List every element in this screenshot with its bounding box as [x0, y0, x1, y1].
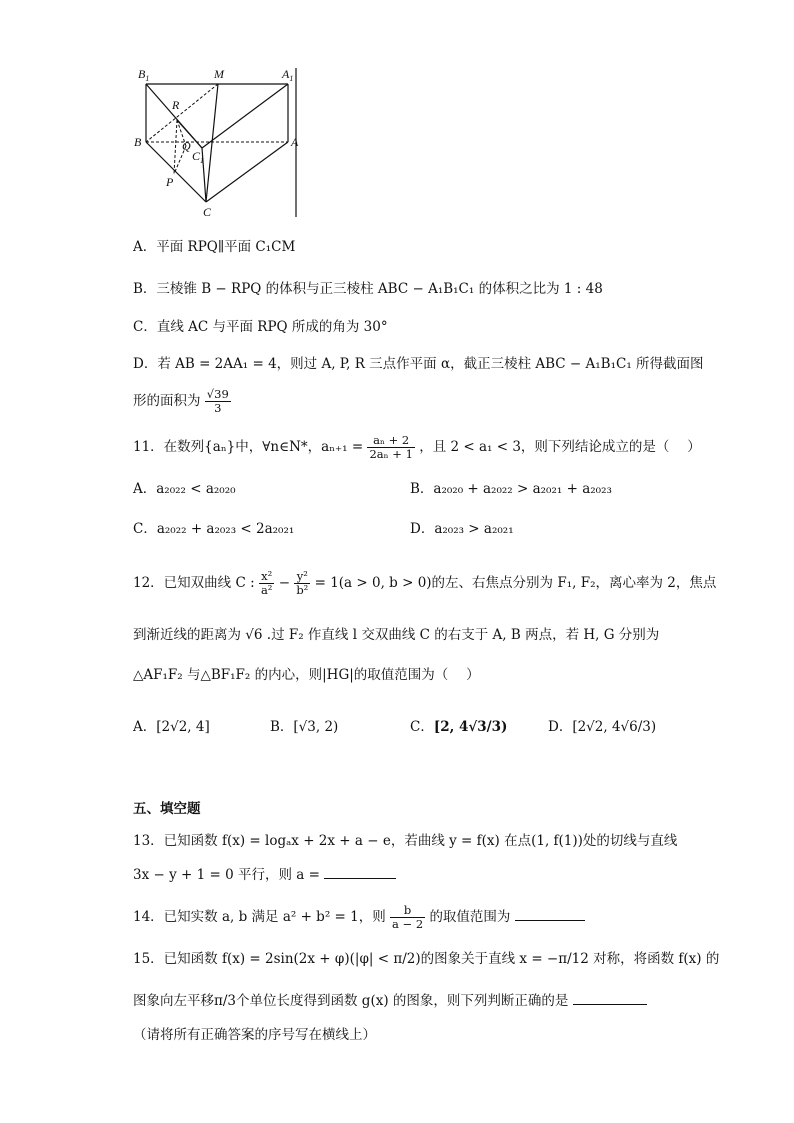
q14-pre: 14．已知实数 a, b 满足 a² + b² = 1，则	[133, 909, 386, 925]
q12-minus: −	[278, 575, 291, 591]
q12-post: = 1(a > 0, b > 0)的左、右焦点分别为 F₁, F₂，离心率为 2，焦点	[314, 575, 717, 591]
label-c: C	[203, 205, 212, 219]
label-c1: $C_1$	[192, 149, 205, 165]
label-m: M	[214, 67, 224, 81]
dashed-m-b	[146, 84, 218, 142]
q12-x2: x²	[259, 570, 274, 584]
label-a: A	[291, 135, 299, 149]
q13-line2	[133, 866, 396, 884]
q15-l2-post: 个单位长度得到函数 g(x) 的图象，则下列判断正确的是	[236, 993, 569, 1009]
q12-frac-x	[259, 570, 274, 597]
prism-figure	[130, 62, 310, 222]
q15-line2	[133, 992, 647, 1010]
q12-option-d: D．[2√2, 4√6/3)	[548, 719, 657, 735]
q10-d-numerator: √39	[206, 387, 229, 401]
q11-option-a: A．a₂₀₂₂ < a₂₀₂₀	[133, 481, 236, 497]
q14-post: 的取值范围为	[429, 909, 511, 925]
q12-b2: b²	[296, 583, 309, 597]
q12-line2: 到渐近线的距离为 √6 .过 F₂ 作直线 l 交双曲线 C 的右支于 A, B 两点，若 H, G 分别为	[133, 627, 660, 643]
label-b1: $B_1$	[138, 67, 150, 83]
q11-numerator: aₙ + 2	[367, 434, 414, 448]
edge-a-c	[206, 142, 288, 202]
q11-option-b: B．a₂₀₂₀ + a₂₀₂₂ > a₂₀₂₁ + a₂₀₂₃	[410, 481, 612, 497]
q12-option-c	[410, 718, 507, 736]
q10-d-fraction	[205, 388, 231, 415]
q14-line	[133, 904, 585, 931]
q10-option-d-line2	[133, 388, 231, 415]
q12-pre: 12．已知双曲线 C :	[133, 575, 255, 591]
q15-answer-blank[interactable]	[573, 992, 647, 1005]
q12-line3: △AF₁F₂ 与△BF₁F₂ 的内心，则|HG|的取值范围为（ ）	[133, 667, 480, 683]
q14-answer-blank[interactable]	[515, 908, 585, 921]
q11-option-d: D．a₂₀₂₃ > a₂₀₂₁	[410, 521, 514, 537]
q12-option-a: A．[2√2, 4]	[133, 719, 210, 735]
q12-c-value: [2, 4√3/3)	[433, 719, 508, 735]
q14-fraction	[390, 904, 425, 931]
q10-option-c: C．直线 AC 与平面 RPQ 所成的角为 30°	[133, 319, 388, 335]
q10-d-denominator: 3	[214, 401, 222, 415]
q13-line1: 13．已知函数 f(x) = logₐx + 2x + a − e，若曲线 y = f(x) 在点(1, f(1))处的切线与直线	[133, 833, 678, 849]
q14-numerator: b	[390, 904, 425, 918]
q10-d-text: 形的面积为	[133, 393, 201, 409]
q15-l2-frac: π/3	[214, 993, 237, 1009]
q10-option-d-line1: D．若 AB = 2AA₁ = 4，则过 A, P, R 三点作平面 α，截正三棱柱 ABC − A₁B₁C₁ 所得截面图	[133, 356, 704, 372]
q15-line1	[133, 950, 719, 968]
q12-frac-y	[294, 570, 310, 597]
q15-post: 的图象关于直线 x = −π/12 对称，将函数 f(x) 的	[420, 951, 720, 967]
q12-a2: a²	[260, 583, 273, 597]
q15-line3: （请将所有正确答案的序号写在横线上）	[133, 1027, 376, 1043]
q10-option-b: B．三棱锥 B − RPQ 的体积与正三棱柱 ABC − A₁B₁C₁ 的体积之比为 1 : 48	[133, 281, 603, 297]
q12-line1	[133, 570, 716, 597]
q11-stem-post: ，且 2 < a₁ < 3，则下列结论成立的是（ ）	[419, 439, 701, 455]
q11-denominator: 2aₙ + 1	[369, 447, 413, 461]
q12-c-label: C．	[410, 719, 434, 735]
label-a1: $A_1$	[282, 67, 294, 83]
q13-text: 3x − y + 1 = 0 平行，则 a =	[133, 867, 320, 883]
dashed-r-p	[174, 120, 177, 174]
q14-denominator: a − 2	[392, 917, 424, 931]
q11-option-c: C．a₂₀₂₂ + a₂₀₂₃ < 2a₂₀₂₁	[133, 521, 295, 537]
label-b: B	[134, 135, 142, 149]
q10-option-a: A．平面 RPQ∥平面 C₁CM	[133, 239, 296, 255]
q15-condition: (|φ| < π/2)	[349, 951, 421, 967]
q13-answer-blank[interactable]	[324, 866, 396, 879]
section-title: 五、填空题	[133, 801, 201, 817]
label-q: Q	[182, 139, 191, 153]
q12-y2: y²	[294, 570, 310, 584]
q15-l2-pre: 图象向左平移	[133, 993, 214, 1009]
q11-stem-pre: 11．在数列{aₙ}中，∀n∈N*，aₙ₊₁ =	[133, 439, 364, 455]
q15-pre: 15．已知函数 f(x) = 2sin(2x + φ)	[133, 951, 350, 967]
q12-option-b: B．[√3, 2)	[270, 719, 339, 735]
label-r: R	[172, 98, 180, 112]
label-p: P	[166, 175, 174, 189]
q11-fraction	[367, 434, 414, 461]
q11-stem	[133, 434, 701, 461]
